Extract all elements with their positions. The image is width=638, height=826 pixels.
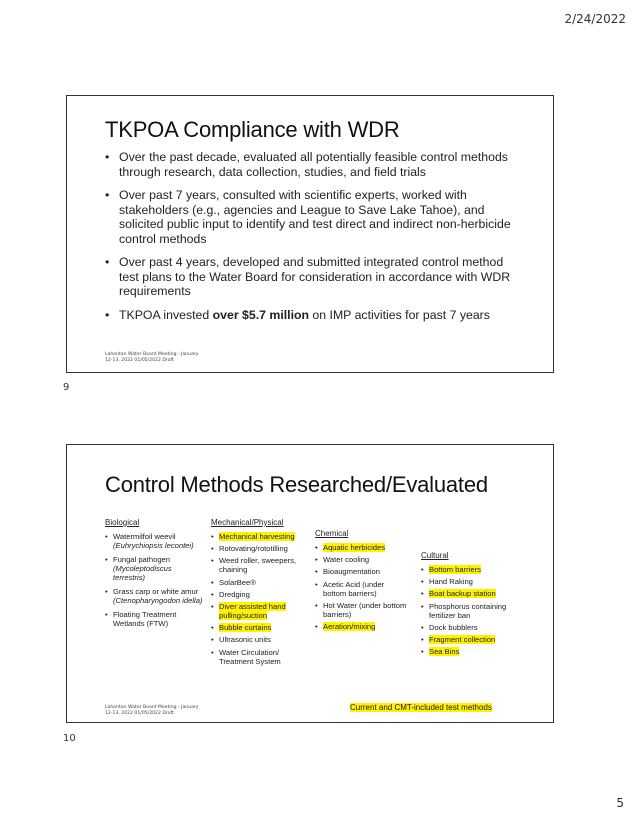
mechanical-column — [211, 518, 311, 669]
method-label: Aeration/mixing — [323, 621, 376, 631]
page-number: 5 — [616, 796, 624, 810]
method-item — [315, 580, 409, 598]
method-item — [421, 635, 525, 644]
method-list — [211, 532, 311, 666]
footer-line: Lahontan Water Board Meeting - January — [105, 352, 199, 357]
method-label: Bottom barriers — [429, 565, 481, 574]
method-label: Watermilfoil weevil — [113, 532, 176, 541]
method-item — [315, 622, 409, 631]
method-label: Diver assisted hand pulling/suction — [219, 601, 286, 620]
slide-footer — [105, 352, 199, 364]
method-item — [105, 532, 203, 550]
slide-10 — [66, 444, 554, 723]
method-label: Bioaugmentation — [323, 567, 380, 577]
method-label: Hand Raking — [429, 577, 473, 587]
method-item — [105, 587, 203, 605]
method-item — [421, 623, 525, 632]
column-heading: Biological — [105, 518, 140, 527]
method-label: Grass carp or white amur — [113, 587, 199, 596]
method-item — [315, 567, 409, 576]
method-label: Sea Bins — [429, 647, 460, 657]
method-label: Floating Treatment Wetlands (FTW) — [113, 610, 177, 628]
scientific-name: (Ctenopharyngodon idella) — [113, 596, 203, 605]
method-item — [315, 555, 409, 564]
method-list — [315, 543, 409, 631]
bullet-item: • Over the past decade, evaluated all potentially feasible control methods through research, data collection, studies, and field trials — [105, 150, 523, 179]
column-heading: Chemical — [315, 529, 349, 538]
method-label: Weed roller, sweepers, chaining — [219, 556, 297, 575]
method-item — [211, 635, 311, 644]
method-label: Bubble curtains — [219, 623, 272, 633]
method-item — [211, 602, 311, 620]
footer-line: 12-13, 2022 01/05/2022 Draft — [105, 711, 174, 716]
method-label: SolarBee® — [219, 577, 256, 587]
method-item — [211, 623, 311, 632]
slide-number: 9 — [63, 382, 70, 393]
highlight-legend — [350, 703, 492, 712]
bullet-item: • Over past 4 years, developed and submitted integrated control method test plans to the Water Board for consideration in accordance with WDR requirements — [105, 255, 523, 299]
method-label: Fragment collection — [429, 634, 496, 644]
method-label: Mechanical harvesting — [219, 532, 295, 541]
bullet-suffix: on IMP activities for past 7 years — [309, 307, 490, 322]
method-item — [421, 577, 525, 586]
method-item — [421, 565, 525, 574]
method-label: Phosphorus containing fertilizer ban — [429, 601, 507, 620]
scientific-name: (Mycoleptodiscus terrestris) — [113, 564, 172, 582]
method-label: Fungal pathogen — [113, 555, 171, 564]
chemical-column — [315, 529, 409, 634]
method-label: Ultrasonic units — [219, 635, 271, 645]
method-label: Water cooling — [323, 555, 370, 565]
method-item — [211, 556, 311, 574]
method-item — [211, 544, 311, 553]
method-label: Dredging — [219, 589, 250, 599]
method-item — [421, 602, 525, 620]
bullet-bold: over $5.7 million — [212, 307, 310, 322]
biological-column — [105, 518, 203, 631]
page-date: 2/24/2022 — [564, 12, 626, 26]
scientific-name: (Euhrychiopsis lecontei) — [113, 541, 194, 550]
slide-title: Control Methods Researched/Evaluated — [105, 472, 488, 497]
footer-line: 12-13, 2022 01/05/2022 Draft — [105, 358, 174, 363]
method-item — [211, 578, 311, 587]
bullet-list — [105, 150, 523, 331]
method-item — [211, 590, 311, 599]
footer-line: Lahontan Water Board Meeting - January — [105, 705, 199, 710]
method-label: Rotovating/rototilling — [219, 544, 288, 554]
bullet-item: • Over past 7 years, consulted with scientific experts, worked with stakeholders (e.g., agencies and League to Save Lake Tahoe), and solicited public input to identify and test direct and indirect non-herbicide control methods — [105, 188, 523, 246]
method-label: Aquatic herbicides — [323, 543, 386, 552]
method-label: Boat backup station — [429, 589, 496, 599]
column-heading: Cultural — [421, 551, 449, 560]
bullet-item — [105, 308, 523, 323]
method-item — [421, 589, 525, 598]
method-label: Dock bubblers — [429, 622, 478, 632]
method-list — [105, 532, 203, 628]
method-label: Hot Water (under bottom barriers) — [323, 600, 407, 619]
slide-title: TKPOA Compliance with WDR — [105, 117, 400, 142]
method-item — [105, 610, 203, 628]
method-item — [315, 543, 409, 552]
method-label: Acetic Acid (under bottom barriers) — [323, 579, 385, 598]
bullet-prefix: TKPOA invested — [119, 307, 213, 322]
slide-9 — [66, 95, 554, 373]
method-item — [105, 555, 203, 582]
legend-text: Current and CMT-included test methods — [350, 703, 492, 712]
method-item — [421, 647, 525, 656]
method-item — [211, 648, 311, 666]
method-item — [211, 532, 311, 541]
slide-footer — [105, 705, 199, 717]
method-list — [421, 565, 525, 656]
cultural-column — [421, 551, 525, 659]
slide-number: 10 — [63, 733, 76, 744]
column-heading: Mechanical/Physical — [211, 518, 284, 527]
method-item — [315, 601, 409, 619]
method-label: Water Circulation/ Treatment System — [219, 647, 281, 666]
